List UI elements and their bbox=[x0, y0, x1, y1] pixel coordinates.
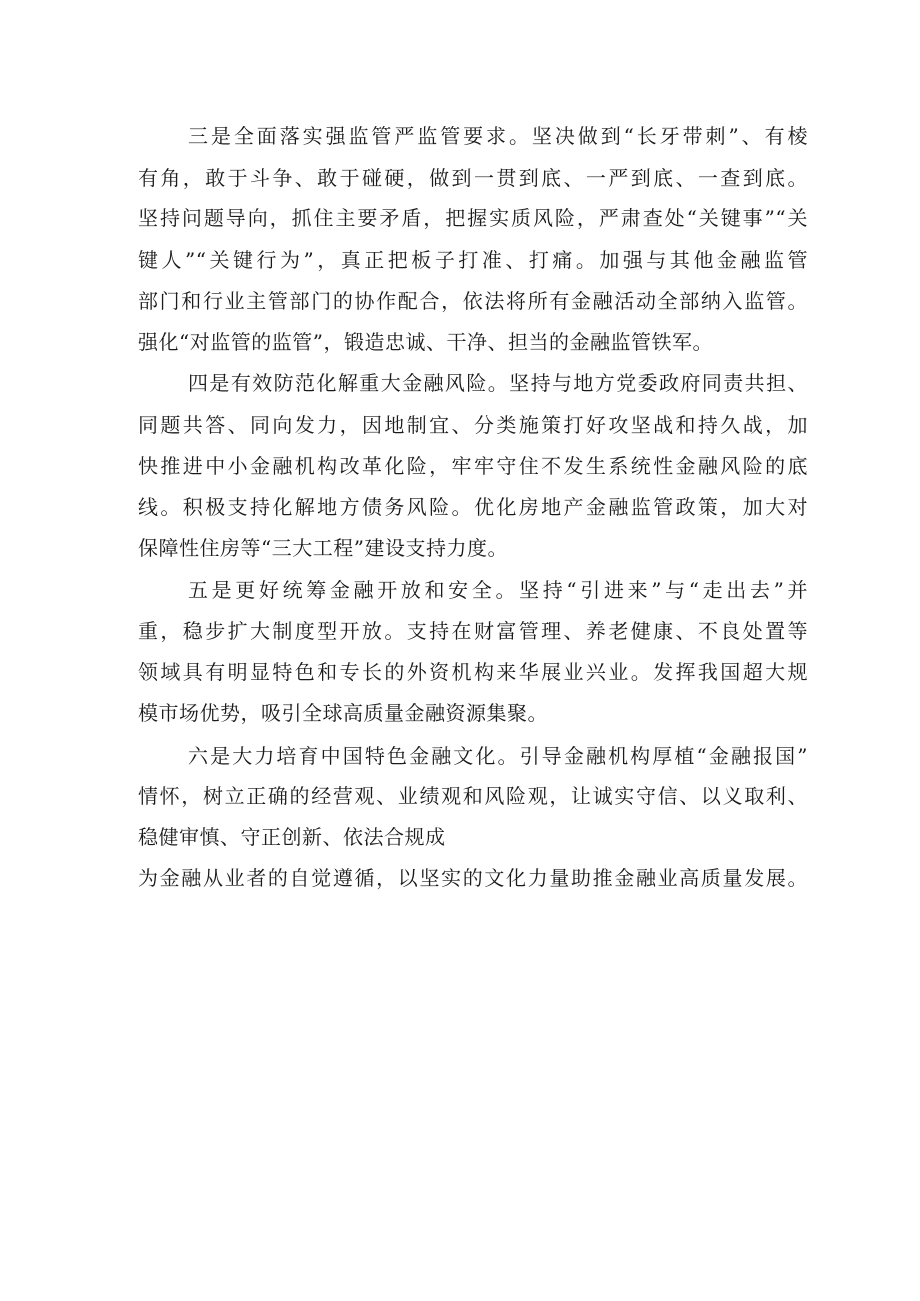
text-line: 五是更好统筹金融开放和安全。坚持“引进来”与“走出去”并 bbox=[188, 578, 808, 602]
text-line: 部门和行业主管部门的协作配合，依法将所有金融活动全部纳入监管。 bbox=[138, 289, 808, 313]
text-line: 重，稳步扩大制度型开放。支持在财富管理、养老健康、不良处置等 bbox=[138, 619, 808, 643]
text-line: 同题共答、同向发力，因地制宜、分类施策打好攻坚战和持久战，加 bbox=[138, 413, 808, 437]
text-line: 六是大力培育中国特色金融文化。引导金融机构厚植“金融报国” bbox=[188, 744, 808, 768]
text-line: 保障性住房等“三大工程”建设支持力度。 bbox=[138, 536, 508, 560]
text-line: 稳健审慎、守正创新、依法合规成 bbox=[138, 825, 446, 849]
text-line: 三是全面落实强监管严监管要求。坚决做到“长牙带刺”、有棱 bbox=[188, 124, 808, 148]
text-line: 键人”“关键行为”，真正把板子打准、打痛。加强与其他金融监管 bbox=[138, 248, 808, 272]
text-line: 四是有效防范化解重大金融风险。坚持与地方党委政府同责共担、 bbox=[188, 371, 808, 395]
text-line: 情怀，树立正确的经营观、业绩观和风险观，让诚实守信、以义取利、 bbox=[138, 784, 808, 808]
text-line: 领域具有明显特色和专长的外资机构来华展业兴业。发挥我国超大规 bbox=[138, 660, 808, 684]
text-line: 为金融从业者的自觉遵循，以坚实的文化力量助推金融业高质量发展。 bbox=[138, 866, 808, 890]
text-line: 坚持问题导向，抓住主要矛盾，把握实质风险，严肃查处“关键事”“关 bbox=[138, 206, 808, 230]
text-line: 强化“对监管的监管”，锻造忠诚、干净、担当的金融监管铁军。 bbox=[138, 330, 713, 354]
text-line: 线。积极支持化解地方债务风险。优化房地产金融监管政策，加大对 bbox=[138, 495, 808, 519]
text-line: 快推进中小金融机构改革化险，牢牢守住不发生系统性金融风险的底 bbox=[138, 454, 808, 478]
text-line: 模市场优势，吸引全球高质量金融资源集聚。 bbox=[138, 701, 548, 725]
text-line: 有角，敢于斗争、敢于碰硬，做到一贯到底、一严到底、一查到底。 bbox=[138, 166, 808, 190]
